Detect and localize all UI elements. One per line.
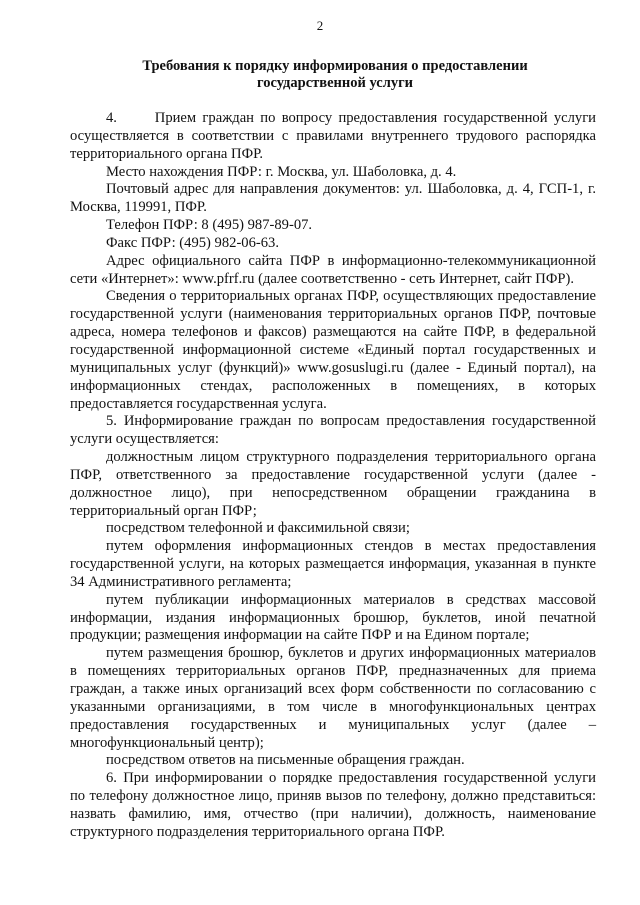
document-body: [70, 110, 600, 842]
paragraph-phone: Телефон ПФР: 8 (495) 987-89-07.: [106, 217, 313, 234]
paragraph-publications: путем публикации информационных материалов в средствах массовой информации, издания информационных брошюр, буклетов, иной печатной продукции; размещения информации на сайте ПФР и на Едином портале;: [70, 591, 596, 644]
section-title: [70, 58, 600, 92]
paragraph-brochures: путем размещения брошюр, буклетов и других информационных материалов в помещениях территориальных органов ПФР, предназначенных для приема граждан, а также иных организаций всех форм собственности по согласованию с указанными организациями, в том числе в многофункциональных центрах предоставления государственных и муниципальных услуг (далее – многофункциональный центр);: [70, 645, 596, 751]
paragraph-fax: Факс ПФР: (495) 982-06-63.: [106, 234, 279, 251]
paragraph-territorial-info: Сведения о территориальных органах ПФР, осуществляющих предоставление государственной услуги (наименования территориальных органов ПФР, почтовые адреса, номера телефонов и факсов) размещаются на сайте ПФР, в федеральной государственной информационной системе «Единый портал государственных и муниципальных услуг (функций)» www.gosuslugi.ru (далее - Единый портал), на информационных стендах, расположенных в помещениях, в которых предоставляется государственная услуга.: [70, 288, 596, 412]
section-title-line-2: государственной услуги: [256, 75, 414, 91]
paragraph-official: должностным лицом структурного подразделения территориального органа ПФР, ответственного за предоставление государственной услуги (далее - должностное лицо), при непосредственном обращении гражданина в территориальный орган ПФР;: [70, 449, 596, 519]
paragraph-written-replies: посредством ответов на письменные обращения граждан.: [106, 752, 465, 769]
paragraph-location: Место нахождения ПФР: г. Москва, ул. Шаболовка, д. 4.: [106, 163, 457, 180]
paragraph-phone-fax-contact: посредством телефонной и факсимильной связи;: [106, 520, 410, 537]
paragraph-stands: путем оформления информационных стендов в местах предоставления государственной услуги, на которых размещается информация, указанная в пункте 34 Административного регламента;: [70, 538, 596, 590]
paragraph-6-phone-info: 6. При информировании о порядке предоставления государственной услуги по телефону должностное лицо, приняв вызов по телефону, должно представиться: назвать фамилию, имя, отчество (при наличии), должность, наименование структурного подразделения территориального органа ПФР.: [70, 770, 596, 840]
paragraph-postal-address: Почтовый адрес для направления документов: ул. Шаболовка, д. 4, ГСП-1, г. Москва, 119991, ПФР.: [70, 181, 596, 216]
paragraph-4-intro: 4. Прием граждан по вопросу предоставления государственной услуги осуществляется в соответствии с правилами внутреннего трудового распорядка территориального органа ПФР.: [70, 110, 600, 162]
paragraph-website: Адрес официального сайта ПФР в информационно-телекоммуникационной сети «Интернет»: www.pfrf.ru (далее соответственно - сеть Интернет, сайт ПФР).: [70, 252, 596, 287]
section-title-line-1: Требования к порядку информирования о предоставлении: [142, 58, 528, 74]
paragraph-5-intro: 5. Информирование граждан по вопросам предоставления государственной услуги осуществляется:: [70, 413, 596, 448]
page-number: 2: [316, 18, 324, 33]
